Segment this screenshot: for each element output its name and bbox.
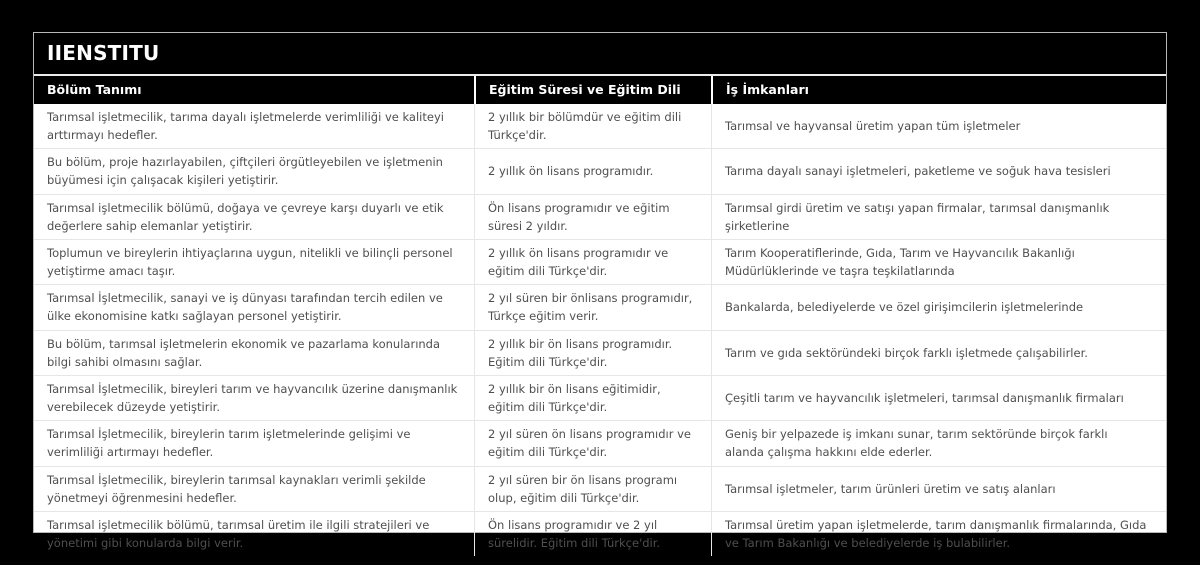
cell-is-imkanlari	[711, 376, 1166, 420]
cell-egitim-suresi	[474, 376, 711, 420]
column-header-is-imkanlari: İş İmkanları	[711, 76, 1166, 104]
cell-bolum-tanimi	[34, 104, 474, 148]
table-row	[34, 466, 1166, 511]
cell-egitim-suresi	[474, 467, 711, 511]
cell-text: Çeşitli tarım ve hayvancılık işletmeleri, tarımsal danışmanlık firmaları	[725, 390, 1124, 405]
cell-is-imkanlari	[711, 285, 1166, 329]
cell-bolum-tanimi	[34, 149, 474, 193]
cell-is-imkanlari	[711, 240, 1166, 284]
cell-text: 2 yıllık bir ön lisans programıdır. Eğitim dili Türkçe'dir.	[488, 336, 673, 369]
cell-text: Tarımsal İşletmecilik, bireyleri tarım ve hayvancılık üzerine danışmanlık verebilecek düzeyde yetiştirir.	[47, 381, 458, 415]
cell-is-imkanlari	[711, 331, 1166, 375]
cell-text: Tarımsal ve hayvansal üretim yapan tüm işletmeler	[725, 119, 1021, 134]
cell-egitim-suresi	[474, 149, 711, 193]
cell-text: Tarıma dayalı sanayi işletmeleri, paketleme ve soğuk hava tesisleri	[725, 164, 1111, 179]
cell-bolum-tanimi	[34, 195, 474, 239]
cell-text: Tarımsal işletmeler, tarım ürünleri üretim ve satış alanları	[725, 481, 1056, 496]
cell-egitim-suresi	[474, 285, 711, 329]
cell-text: 2 yıl süren ön lisans programıdır ve eğitim dili Türkçe'dir.	[488, 427, 691, 460]
table-row	[34, 104, 1166, 148]
cell-egitim-suresi	[474, 421, 711, 465]
cell-text: Ön lisans programıdır ve eğitim süresi 2 yıldır.	[488, 200, 670, 233]
table-body	[34, 104, 1166, 556]
cell-is-imkanlari	[711, 467, 1166, 511]
cell-text: Tarımsal İşletmecilik, sanayi ve iş dünyası tarafından tercih edilen ve ülke ekonomisine katkı sağlayan personel yetiştirir.	[47, 291, 443, 324]
column-header-egitim-suresi: Eğitim Süresi ve Eğitim Dili	[474, 76, 711, 104]
cell-text: Bu bölüm, proje hazırlayabilen, çiftçileri örgütleyebilen ve işletmenin büyümesi için çalışacak kişileri yetiştirir.	[47, 155, 443, 188]
cell-bolum-tanimi	[34, 421, 474, 465]
cell-text: Geniş bir yelpazede iş imkanı sunar, tarım sektöründe birçok farklı alanda çalışma hakkını elde ederler.	[725, 427, 1108, 460]
cell-text: Tarımsal İşletmecilik, bireylerin tarım işletmelerinde gelişimi ve verimliliği artırmayı hedefler.	[47, 427, 411, 460]
table-row	[34, 330, 1166, 375]
table-row	[34, 284, 1166, 329]
table-row	[34, 148, 1166, 193]
cell-text: 2 yıllık bir ön lisans eğitimidir, eğitim dili Türkçe'dir.	[488, 381, 661, 415]
cell-is-imkanlari	[711, 512, 1166, 556]
cell-egitim-suresi	[474, 195, 711, 239]
cell-is-imkanlari	[711, 421, 1166, 465]
cell-text: Bankalarda, belediyelerde ve özel girişimcilerin işletmelerinde	[725, 300, 1084, 315]
cell-egitim-suresi	[474, 512, 711, 556]
cell-text: Tarımsal işletmecilik bölümü, tarımsal üretim ile ilgili stratejileri ve yönetimi gibi konularda bilgi verir.	[47, 517, 430, 550]
cell-text: Tarımsal üretim yapan işletmelerde, tarım danışmanlık firmalarında, Gıda ve Tarım Bakanlığı ve belediyelerde iş bulabilirler.	[725, 517, 1147, 550]
cell-text: Tarım ve gıda sektöründeki birçok farklı işletmede çalışabilirler.	[725, 345, 1088, 360]
cell-bolum-tanimi	[34, 331, 474, 375]
cell-text: 2 yıllık ön lisans programıdır ve eğitim dili Türkçe'dir.	[488, 245, 669, 279]
cell-text: 2 yıl süren bir önlisans programıdır, Türkçe eğitim verir.	[488, 291, 693, 324]
table-row	[34, 420, 1166, 465]
cell-egitim-suresi	[474, 104, 711, 148]
cell-egitim-suresi	[474, 240, 711, 284]
cell-is-imkanlari	[711, 195, 1166, 239]
cell-bolum-tanimi	[34, 376, 474, 420]
cell-bolum-tanimi	[34, 512, 474, 556]
cell-text: Ön lisans programıdır ve 2 yıl sürelidir. Eğitim dili Türkçe'dir.	[488, 517, 661, 550]
cell-text: Tarımsal işletmecilik, tarıma dayalı işletmelerde verimliliği ve kaliteyi arttırmayı hedefler.	[47, 110, 444, 143]
cell-text: Bu bölüm, tarımsal işletmelerin ekonomik ve pazarlama konularında bilgi sahibi olmasını sağlar.	[47, 336, 441, 369]
cell-bolum-tanimi	[34, 285, 474, 329]
table-row	[34, 511, 1166, 556]
cell-text: Tarımsal girdi üretim ve satışı yapan firmalar, tarımsal danışmanlık şirketlerine	[725, 200, 1110, 233]
table-title: IIENSTITU	[34, 33, 1166, 76]
department-table	[33, 32, 1167, 550]
table-row	[34, 239, 1166, 284]
cell-text: Toplumun ve bireylerin ihtiyaçlarına uygun, nitelikli ve bilinçli personel yetiştirme amacı taşır.	[47, 245, 453, 279]
table-row	[34, 375, 1166, 420]
cell-text: Tarımsal işletmecilik bölümü, doğaya ve çevreye karşı duyarlı ve etik değerlere sahip elemanlar yetiştirir.	[47, 200, 444, 233]
cell-egitim-suresi	[474, 331, 711, 375]
cell-bolum-tanimi	[34, 467, 474, 511]
cell-is-imkanlari	[711, 149, 1166, 193]
table-header-row	[34, 76, 1166, 104]
cell-text: Tarım Kooperatiflerinde, Gıda, Tarım ve Hayvancılık Bakanlığı Müdürlüklerinde ve taşra teşkilatlarında	[725, 245, 1075, 279]
column-header-bolum-tanimi: Bölüm Tanımı	[34, 76, 474, 104]
cell-text: 2 yıllık ön lisans programıdır.	[488, 164, 654, 179]
cell-bolum-tanimi	[34, 240, 474, 284]
table-row	[34, 194, 1166, 239]
cell-is-imkanlari	[711, 104, 1166, 148]
cell-text: Tarımsal İşletmecilik, bireylerin tarımsal kaynakları verimli şekilde yönetmeyi öğrenmesini hedefler.	[47, 472, 426, 505]
cell-text: 2 yıl süren bir ön lisans programı olup, eğitim dili Türkçe'dir.	[488, 472, 678, 505]
cell-text: 2 yıllık bir bölümdür ve eğitim dili Türkçe'dir.	[488, 110, 682, 143]
